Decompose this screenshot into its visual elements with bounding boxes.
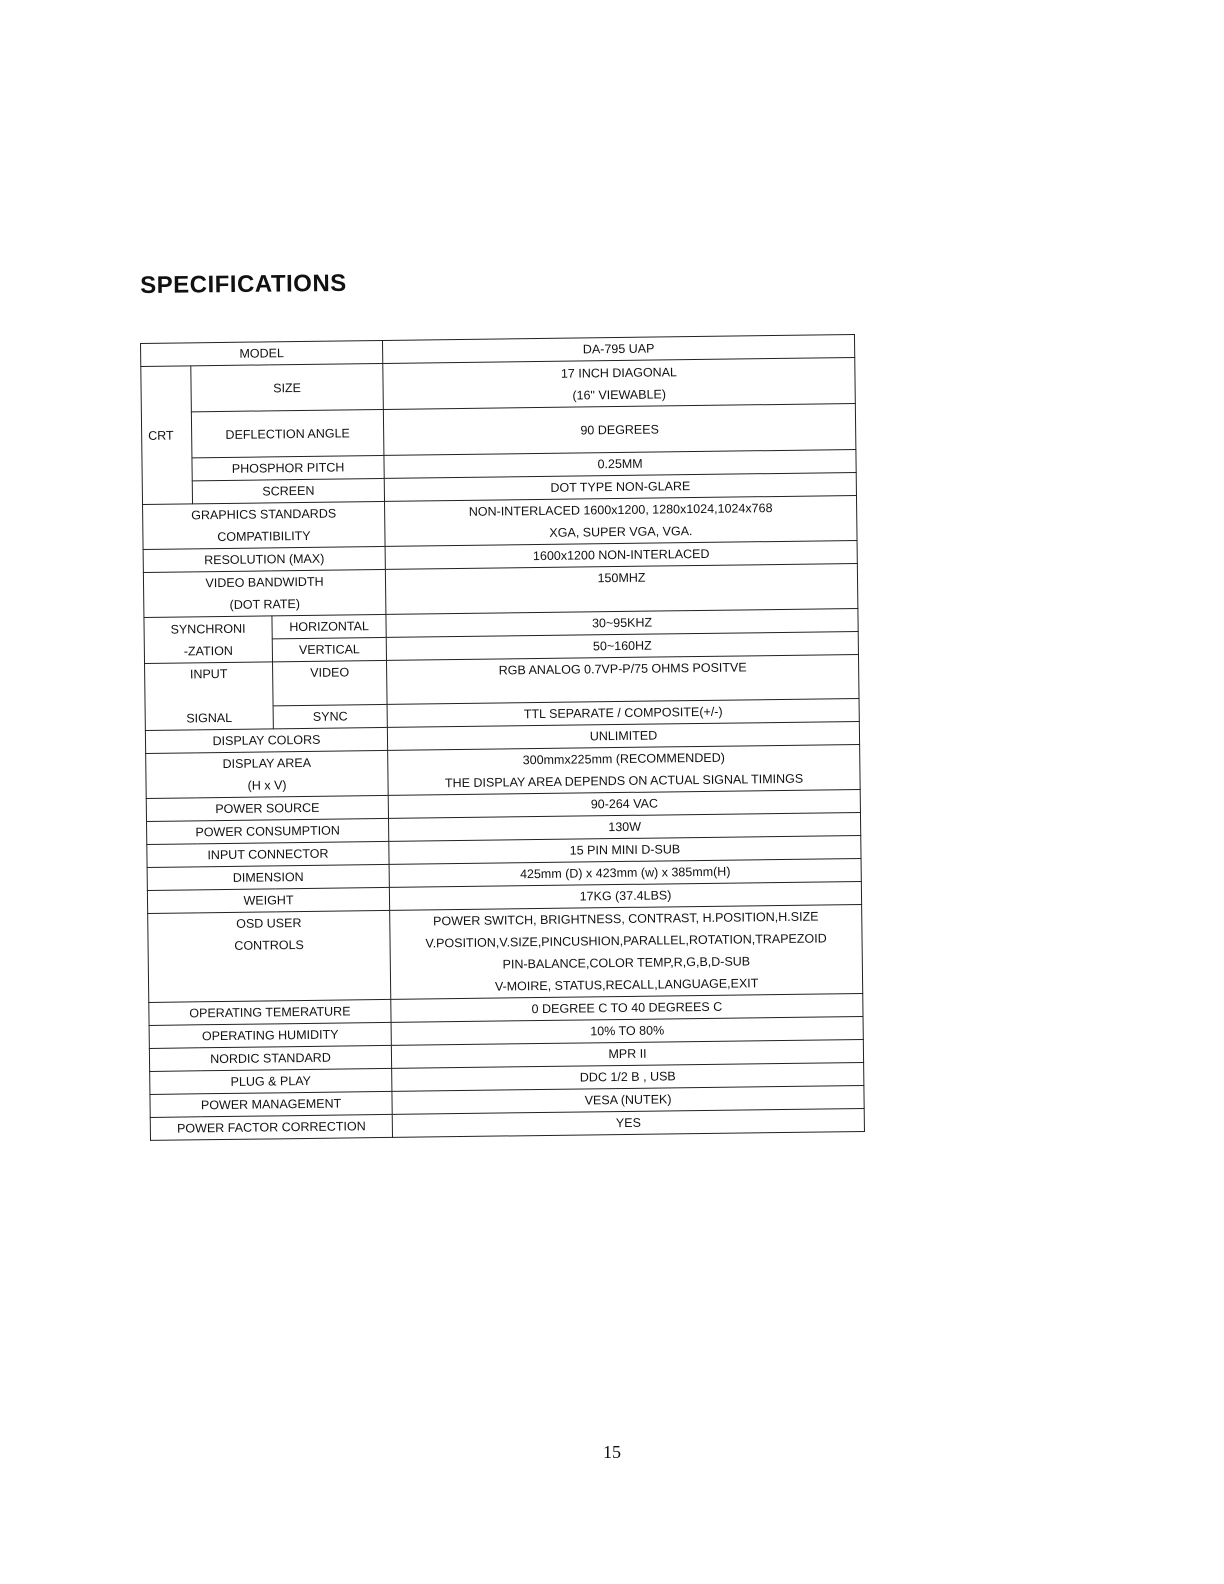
spec-table [140, 334, 865, 1141]
spec-label-sync: SYNC [273, 704, 387, 728]
spec-label-input-connector: INPUT CONNECTOR [147, 841, 389, 867]
spec-label-phosphor-pitch: PHOSPHOR PITCH [192, 455, 384, 480]
spec-label-synchronization-line2: -ZATION [183, 643, 233, 658]
table-row [148, 904, 863, 1002]
spec-label-display-area [146, 750, 389, 798]
spec-value-size [383, 358, 856, 410]
spec-value-deflection-angle: 90 DEGREES [383, 404, 856, 456]
spec-value-resolution: 1600x1200 NON-INTERLACED [385, 541, 857, 570]
spec-value-operating-temperature: 0 DEGREE C TO 40 DEGREES C [391, 993, 863, 1022]
spec-label-display-area-line2: (H x V) [247, 778, 287, 793]
spec-label-power-management: POWER MANAGEMENT [150, 1091, 392, 1117]
spec-label-operating-temperature: OPERATING TEMERATURE [149, 999, 391, 1025]
spec-value-display-area [388, 744, 861, 795]
spec-value-video-bandwidth: 150MHZ [385, 564, 858, 615]
spec-table-container [140, 334, 864, 1141]
spec-value-sync: TTL SEPARATE / COMPOSITE(+/-) [387, 698, 859, 727]
spec-label-display-colors: DISPLAY COLORS [145, 727, 387, 753]
spec-value-operating-humidity: 10% TO 80% [391, 1016, 863, 1045]
spec-value-osd-user-controls [390, 904, 863, 999]
spec-value-vertical: 50~160HZ [386, 631, 858, 660]
spec-value-osd-line3: PIN-BALANCE,COLOR TEMP,R,G,B,D-SUB [502, 954, 751, 972]
page-title: SPECIFICATIONS [140, 269, 347, 299]
spec-label-power-source: POWER SOURCE [146, 795, 388, 821]
spec-label-model: MODEL [141, 340, 383, 366]
spec-value-size-line1: 17 INCH DIAGONAL [560, 364, 678, 381]
spec-value-graphics-standards [385, 496, 858, 547]
spec-label-size: SIZE [191, 363, 384, 411]
spec-label-power-consumption: POWER CONSUMPTION [147, 818, 389, 844]
spec-value-graphics-line1: NON-INTERLACED 1600x1200, 1280x1024,1024x768 [468, 501, 773, 519]
spec-value-power-source: 90-264 VAC [388, 789, 860, 818]
spec-value-graphics-line2: XGA, SUPER VGA, VGA. [549, 524, 693, 540]
spec-value-plug-play: DDC 1/2 B , USB [392, 1062, 864, 1091]
spec-value-osd-line1: POWER SWITCH, BRIGHTNESS, CONTRAST, H.POSITION,H.SIZE [432, 909, 819, 929]
spec-label-synchronization-line1: SYNCHRONI [170, 621, 246, 637]
spec-value-phosphor-pitch: 0.25MM [384, 450, 856, 479]
spec-label-screen: SCREEN [192, 478, 384, 503]
spec-label-horizontal: HORIZONTAL [272, 614, 386, 638]
spec-value-input-connector: 15 PIN MINI D-SUB [389, 835, 861, 864]
spec-label-vertical: VERTICAL [272, 637, 386, 661]
spec-label-power-factor-correction: POWER FACTOR CORRECTION [150, 1114, 392, 1140]
spec-value-osd-line4: V-MOIRE, STATUS,RECALL,LANGUAGE,EXIT [494, 976, 759, 994]
spec-label-crt: CRT [141, 366, 193, 505]
spec-value-dimension: 425mm (D) x 423mm (w) x 385mm(H) [389, 858, 861, 887]
spec-value-power-consumption: 130W [389, 812, 861, 841]
spec-value-osd-line2: V.POSITION,V.SIZE,PINCUSHION,PARALLEL,ROTATION,TRAPEZOID [425, 931, 827, 951]
spec-label-video-bandwidth-line1: VIDEO BANDWIDTH [205, 574, 324, 591]
spec-label-video: VIDEO [273, 660, 388, 705]
spec-value-video: RGB ANALOG 0.7VP-P/75 OHMS POSITVE [387, 654, 860, 704]
spec-label-graphics-standards [143, 501, 386, 549]
spec-value-model: DA-795 UAP [383, 335, 855, 364]
spec-label-signal: SIGNAL [186, 710, 233, 726]
spec-label-dimension: DIMENSION [147, 864, 389, 890]
spec-label-nordic-standard: NORDIC STANDARD [149, 1045, 391, 1071]
spec-value-size-line2: (16" VIEWABLE) [572, 386, 667, 403]
spec-label-graphics-line2: COMPATIBILITY [217, 528, 311, 545]
spec-label-deflection-angle: DEFLECTION ANGLE [191, 409, 384, 457]
spec-label-input: INPUT [189, 666, 228, 682]
spec-value-power-management: VESA (NUTEK) [392, 1085, 864, 1114]
spec-label-resolution: RESOLUTION (MAX) [143, 546, 385, 572]
spec-label-synchronization [144, 616, 273, 664]
spec-value-display-colors: UNLIMITED [387, 721, 859, 750]
spec-label-plug-play: PLUG & PLAY [150, 1068, 392, 1094]
spec-label-weight: WEIGHT [147, 887, 389, 913]
spec-value-horizontal: 30~95KHZ [386, 608, 858, 637]
spec-value-screen: DOT TYPE NON-GLARE [384, 473, 856, 502]
spec-label-video-bandwidth-line2: (DOT RATE) [229, 597, 301, 612]
spec-value-display-area-line1: 300mmx225mm (RECOMMENDED) [522, 750, 725, 768]
spec-value-display-area-line2: THE DISPLAY AREA DEPENDS ON ACTUAL SIGNAL TIMINGS [444, 771, 804, 791]
spec-label-video-bandwidth [143, 569, 386, 617]
spec-label-operating-humidity: OPERATING HUMIDITY [149, 1022, 391, 1048]
spec-label-input-signal [145, 662, 274, 731]
spec-label-graphics-line1: GRAPHICS STANDARDS [191, 506, 337, 523]
spec-label-osd-user-controls [148, 910, 391, 1002]
spec-label-display-area-line1: DISPLAY AREA [222, 755, 312, 771]
page-number: 15 [603, 1442, 621, 1462]
spec-label-osd-line2: CONTROLS [234, 937, 304, 953]
spec-value-power-factor-correction: YES [392, 1108, 864, 1137]
spec-value-nordic-standard: MPR II [391, 1039, 863, 1068]
spec-value-weight: 17KG (37.4LBS) [389, 881, 861, 910]
spec-label-osd-line1: OSD USER [236, 916, 302, 931]
